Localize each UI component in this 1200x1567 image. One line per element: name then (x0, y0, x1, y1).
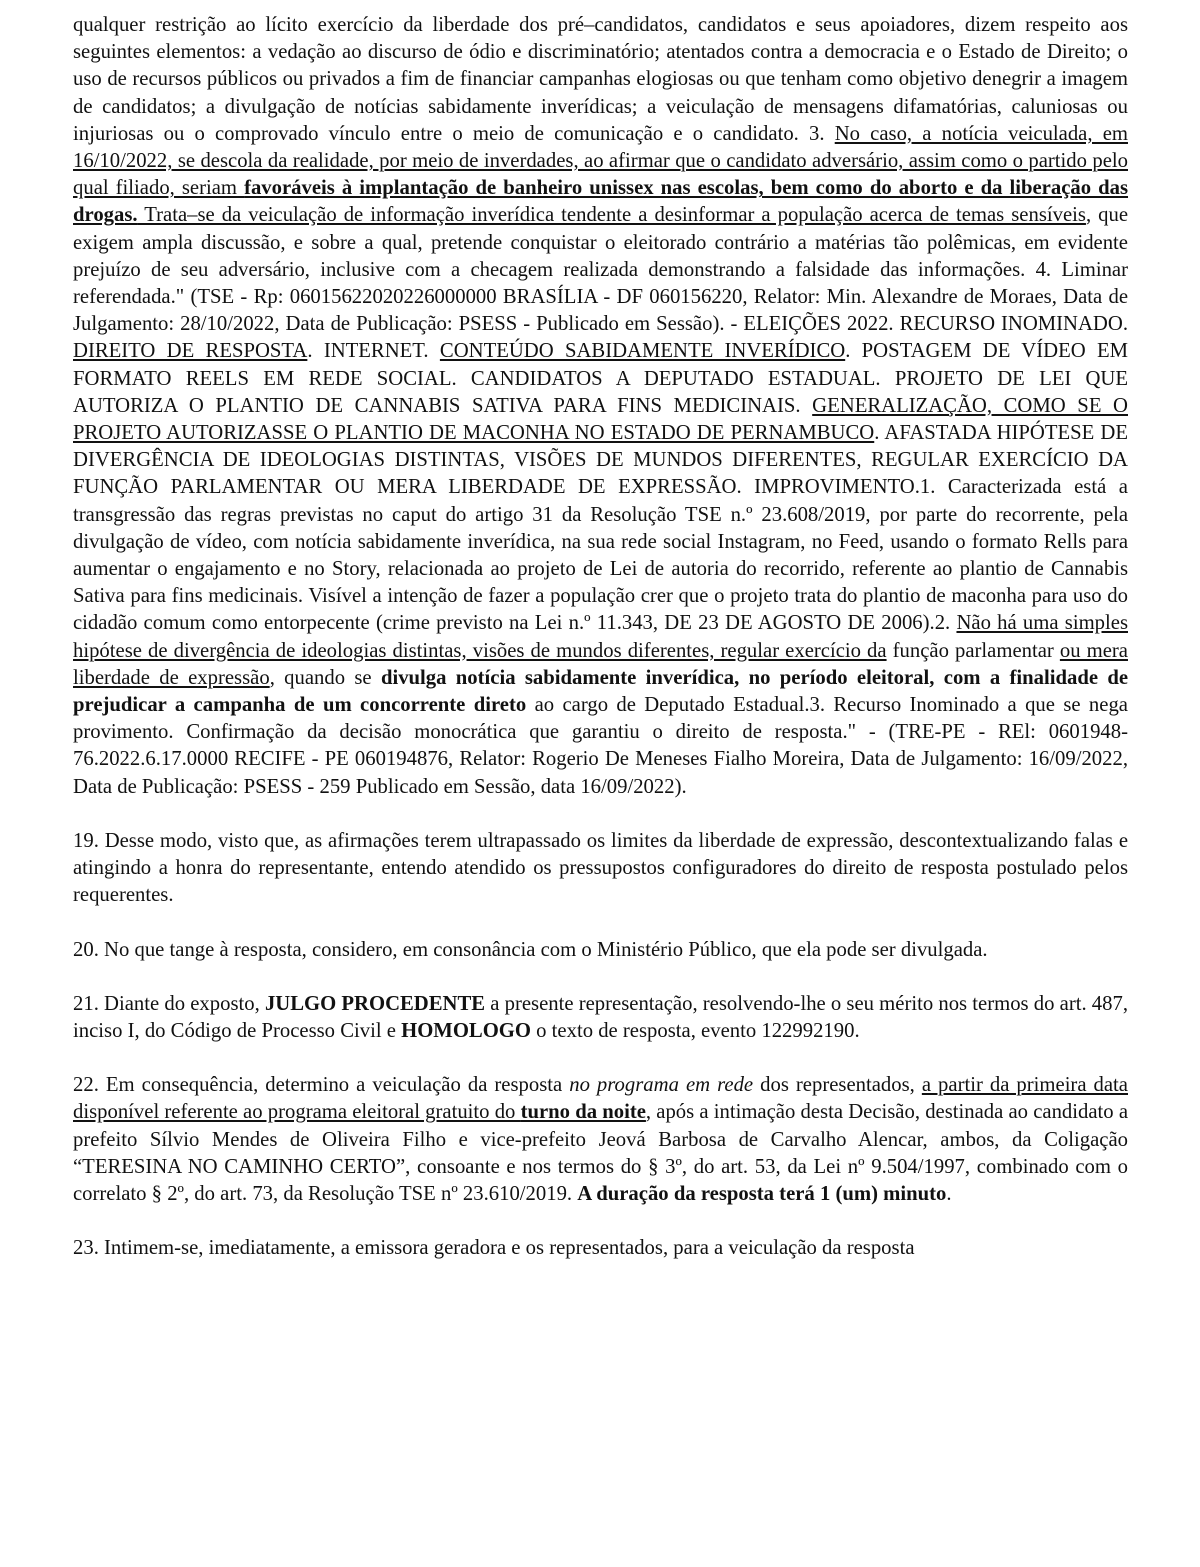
paragraph-citation (73, 12, 1128, 801)
text-run: No caso, a notícia veiculada, em 16/10/2022, se descola da realidade, por meio de inverdades, ao afirmar que o candidato adversário, assim como o partido pelo qual filiado, seriam (73, 122, 1128, 200)
text-run: , após a intimação desta Decisão, destinada ao candidato a prefeito Sílvio Mendes de Oliveira Filho e vice-prefeito Jeová Barbosa de Carvalho Alencar, ambos, da Coligação “TERESINA NO CAMINHO CERTO”, consoante e nos termos do § 3º, do art. 53, da Lei nº 9.504/1997, combinado com o correlato § 2º, do art. 73, da Resolução TSE nº 23.610/2019. (73, 1101, 1128, 1205)
text-run: . (946, 1182, 952, 1205)
text-run: ou mera liberdade de expressão (73, 639, 1128, 689)
text-run: CONTEÚDO SABIDAMENTE INVERÍDICO (439, 340, 846, 363)
text-run: A duração da resposta terá 1 (um) minuto (577, 1182, 947, 1205)
paragraph-20 (73, 937, 1128, 964)
text-run: dos representados, (753, 1074, 922, 1097)
text-run: 19. Desse modo, visto que, as afirmações terem ultrapassado os limites da liberdade de expressão, descontextualizando falas e atingindo a honra do representante, entendo atendido os pressupostos configuradores do direito de resposta postulado pelos requerentes. (73, 829, 1128, 907)
text-run: , que exigem ampla discussão, e sobre a qual, pretende conquistar o eleitorado contrário a matérias tão polêmicas, em evidente prejuízo de seu adversário, inclusive com a checagem realizada demonstrando a falsidade das informações. 4. Liminar referendada." (TSE - Rp: 06015622020226000000 BRASÍLIA - DF 060156220, Relator: Min. Alexandre de Moraes, Data de Julgamento: 28/10/2022, Data de Publicação: PSESS - Publicado em Sessão). - ELEIÇÕES 2022. RECURSO INOMINADO. (73, 204, 1129, 336)
text-run: ao cargo de Deputado Estadual.3. Recurso Inominado a que se nega provimento. Confirmação da decisão monocrática que garantiu o direito de resposta." - (TRE-PE - REl: 0601948-76.2022.6.17.0000 RECIFE - PE 060194876, Relator: Rogerio De Meneses Fialho Moreira, Data de Julgamento: 16/09/2022, Data de Publicação: PSESS - 259 Publicado em Sessão, data 16/09/2022). (73, 694, 1128, 798)
text-run: . AFASTADA HIPÓTESE DE DIVERGÊNCIA DE IDEOLOGIAS DISTINTAS, VISÕES DE MUNDOS DIFERENTES, REGULAR EXERCÍCIO DA FUNÇÃO PARLAMENTAR OU MERA LIBERDADE DE EXPRESSÃO. IMPROVIMENTO.1. Caracterizada está a transgressão das regras previstas no caput do artigo 31 da Resolução TSE n.º 23.608/2019, por parte do recorrente, pela divulgação de vídeo, com notícia sabidamente inverídica, na sua rede social Instagram, no Feed, usando o formato Rells para aumentar o engajamento e no Story, relacionada ao projeto de Lei de autoria do recorrido, referente ao plantio de Cannabis Sativa para fins medicinais. Visível a intenção de fazer a população crer que o projeto trata do plantio de maconha para uso do cidadão comum como entorpecente (crime previsto na Lei n.º 11.343, DE 23 DE AGOSTO DE 2006).2. (73, 422, 1129, 635)
text-run: DIREITO DE RESPOSTA (73, 340, 308, 363)
text-run: função parlamentar (886, 639, 1060, 662)
text-run: GENERALIZAÇÃO, COMO SE O PROJETO AUTORIZASSE O PLANTIO DE MACONHA NO ESTADO DE PERNAMBUCO (73, 394, 1128, 445)
paragraph-22 (73, 1072, 1128, 1208)
text-run: . POSTAGEM DE VÍDEO EM FORMATO REELS EM REDE SOCIAL. CANDIDATOS A DEPUTADO ESTADUAL. PROJETO DE LEI QUE AUTORIZA O PLANTIO DE CANNABIS SATIVA PARA FINS MEDICINAIS. (73, 340, 1128, 417)
text-run: Trata–se da veiculação de informação inverídica tendente a desinformar a população acerca de temas sensíveis (137, 204, 1086, 227)
text-run: HOMOLOGO (401, 1019, 531, 1042)
text-run: favoráveis à implantação de banheiro unissex nas escolas, bem como do aborto e da liberação das drogas. (73, 177, 1129, 227)
text-run: JULGO PROCEDENTE (264, 992, 486, 1015)
text-run: no programa em rede (569, 1074, 754, 1097)
text-run: a partir da primeira data disponível referente ao programa eleitoral gratuito do (73, 1074, 1128, 1124)
text-run: 20. No que tange à resposta, considero, em consonância com o Ministério Público, que ela pode ser divulgada. (73, 938, 988, 961)
text-run: . INTERNET. (307, 340, 440, 363)
paragraph-21 (73, 991, 1128, 1045)
text-run: o texto de resposta, evento 122992190. (530, 1019, 860, 1042)
text-run: , quando se (269, 666, 381, 689)
text-run: 21. Diante do exposto, (73, 992, 265, 1015)
paragraph-23 (73, 1235, 1128, 1262)
text-run: a presente representação, resolvendo-lhe o seu mérito nos termos do art. 487, inciso I, do Código de Processo Civil e (73, 992, 1129, 1042)
text-run: qualquer restrição ao lícito exercício da liberdade dos pré–candidatos, candidatos e seus apoiadores, dizem respeito aos seguintes elementos: a vedação ao discurso de ódio e discriminatório; atentados contra a democracia e o Estado de Direito; o uso de recursos públicos ou privados a fim de financiar campanhas elogiosas ou que tenham como objetivo denegrir a imagem de candidatos; a divulgação de notícias sabidamente inverídicas; a veiculação de mensagens difamatórias, caluniosas ou injuriosas ou o comprovado vínculo entre o meio de comunicação e o candidato. 3. (73, 14, 1128, 145)
paragraph-19 (73, 828, 1128, 910)
text-run: 22. Em consequência, determino a veiculação da resposta (73, 1074, 570, 1097)
text-run: turno da noite (520, 1101, 646, 1124)
text-run: divulga notícia sabidamente inverídica, no período eleitoral, com a finalidade de prejudicar a campanha de um concorrente direto (73, 666, 1129, 717)
text-run: Não há uma simples hipótese de divergência de ideologias distintas, visões de mundos diferentes, regular exercício da (73, 612, 1128, 662)
text-run: 23. Intimem-se, imediatamente, a emissora geradora e os representados, para a veiculação da resposta (73, 1237, 915, 1260)
